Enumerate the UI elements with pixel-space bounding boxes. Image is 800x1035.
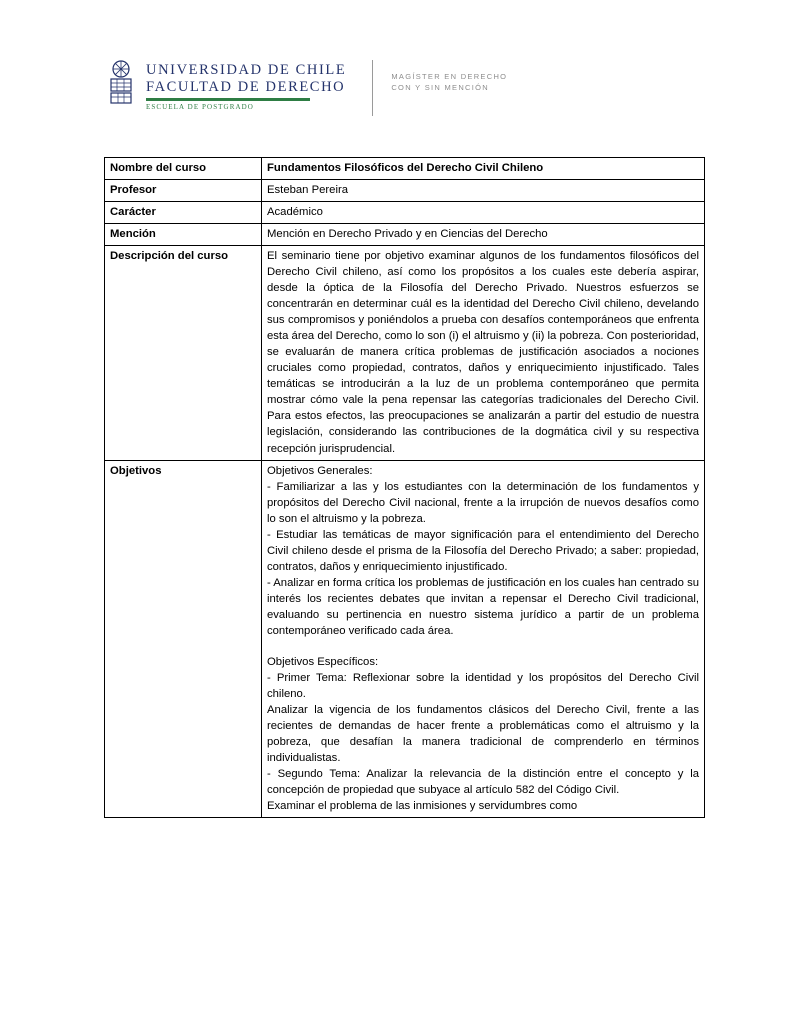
row-label-objetivos: Objetivos — [105, 460, 262, 818]
row-label-caracter: Carácter — [105, 202, 262, 224]
university-wordmark — [146, 60, 346, 112]
objetivos-generales-title: Objetivos Generales: — [267, 464, 373, 477]
program-line-1: MAGÍSTER EN DERECHO — [391, 72, 508, 81]
objetivo-especifico-item: - Primer Tema: Reflexionar sobre la identidad y los propósitos del Derecho Civil chileno. — [267, 671, 699, 700]
logo-divider — [146, 98, 310, 101]
table-row — [105, 460, 705, 818]
row-label-nombre-del-curso: Nombre del curso — [105, 158, 262, 180]
school-name: ESCUELA DE POSTGRADO — [146, 103, 254, 112]
row-value-caracter: Académico — [262, 202, 705, 224]
university-logo — [104, 60, 346, 112]
faculty-name: FACULTAD DE DERECHO — [146, 78, 346, 95]
row-label-mencion: Mención — [105, 224, 262, 246]
objetivo-especifico-item: Analizar la vigencia de los fundamentos clásicos del Derecho Civil, frente a las recientes de demandas de hacer frente a problemáticas como el altruismo y la pobreza, que desafían la manera tradicional de comprenderlo en términos individualistas. — [267, 703, 699, 765]
row-value-objetivos — [262, 460, 705, 818]
document-header — [104, 60, 684, 130]
table-row — [105, 158, 705, 180]
row-value-mencion: Mención en Derecho Privado y en Ciencias del Derecho — [262, 224, 705, 246]
objetivo-general-item: - Familiarizar a las y los estudiantes con la determinación de los fundamentos y propósitos del Derecho Civil nacional, frente a la irrupción de nuevos desafíos como lo son el altruismo y la pobreza. — [267, 480, 699, 525]
paragraph-spacer — [267, 639, 699, 654]
table-row — [105, 224, 705, 246]
objetivo-especifico-item: - Segundo Tema: Analizar la relevancia de la distinción entre el concepto y la concepción de propiedad que subyace al artículo 582 del Código Civil. — [267, 768, 699, 797]
objetivos-especificos-title: Objetivos Específicos: — [267, 655, 379, 668]
program-title — [391, 60, 507, 94]
university-crest-icon — [104, 60, 138, 102]
row-value-nombre-del-curso: Fundamentos Filosóficos del Derecho Civil Chileno — [262, 158, 705, 180]
course-info-table — [104, 157, 705, 818]
objetivo-general-item: - Analizar en forma crítica los problemas de justificación en los cuales han centrado su interés los recientes debates que invitan a repensar el Derecho Civil tradicional, evaluando su pertinencia en nuestro sistema jurídico a partir de un problema contemporáneo verificado cada área. — [267, 576, 700, 637]
table-row — [105, 246, 705, 460]
row-label-descripcion-del-curso: Descripción del curso — [105, 246, 262, 460]
row-label-profesor: Profesor — [105, 180, 262, 202]
row-value-descripcion-del-curso: El seminario tiene por objetivo examinar algunos de los fundamentos filosóficos del Derecho Civil chileno, así como los propósitos a los cuales este debería aspirar, desde la óptica de la Filosofía del Derecho Privado. Nuestros esfuerzos se concentrarán en determinar cuál es la identidad del Derecho Civil chileno, develando sus compromisos y poniéndolos a prueba con desafíos contemporáneos que enfrenta esta área del Derecho, como lo son (i) el altruismo y (ii) la pobreza. Con posterioridad, se evaluarán de manera crítica problemas de justificación asociados a nociones cruciales como propiedad, contratos, daños y enriquecimiento injustificado. Tales temáticas se introducirán a la luz de un problema contemporáneo que permita mostrar cómo vale la pena repensar las categorías tradicionales del Derecho Civil. Para estos efectos, las preocupaciones se analizarán a partir del estudio de nuestra legislación, considerando las contribuciones de la dogmática civil y su respectiva recepción jurisprudencial. — [262, 246, 705, 460]
objetivo-especifico-item: Examinar el problema de las inmisiones y servidumbres como — [267, 800, 578, 813]
row-value-profesor: Esteban Pereira — [262, 180, 705, 202]
header-vertical-divider — [372, 60, 373, 116]
university-name: UNIVERSIDAD DE CHILE — [146, 62, 347, 78]
table-row — [105, 202, 705, 224]
program-line-2: CON Y SIN MENCIÓN — [391, 82, 490, 92]
objetivo-general-item: - Estudiar las temáticas de mayor significación para el entendimiento del Derecho Civil chileno desde el prisma de la Filosofía del Derecho Privado; a saber: propiedad, contratos, daños y enriquecimiento injustificado. — [267, 528, 699, 573]
table-row — [105, 180, 705, 202]
